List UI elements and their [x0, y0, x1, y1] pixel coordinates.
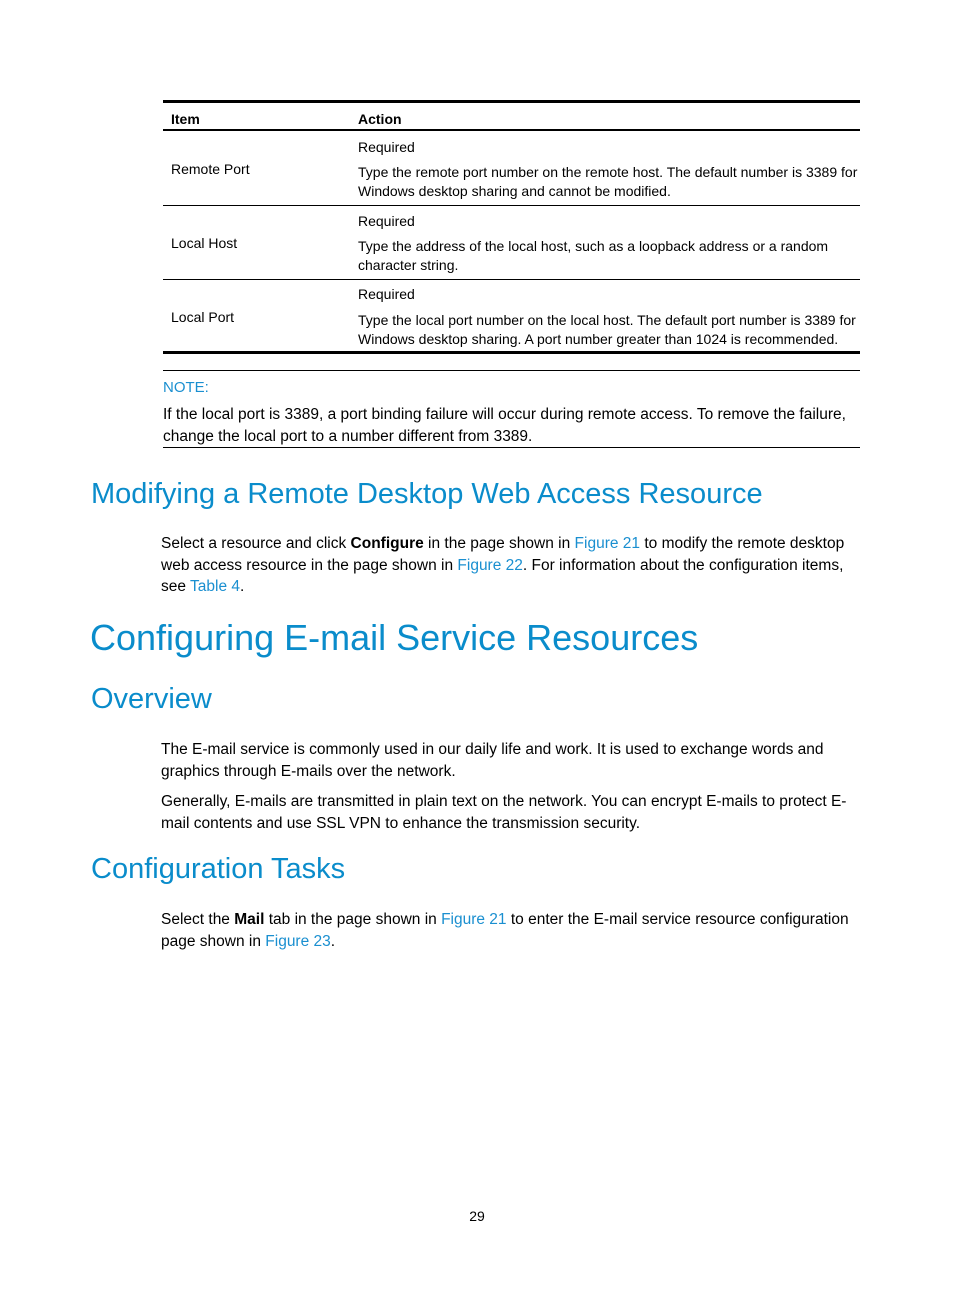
table-header-rule	[163, 129, 860, 131]
note-text: If the local port is 3389, a port binding failure will occur during remote access. To remove the failure, change the local port to a number different from 3389.	[163, 406, 846, 445]
tasks-paragraph: Select the Mail tab in the page shown in Figure 21 to enter the E-mail service resource configuration page shown in Figure 23.	[161, 911, 849, 950]
table-row-required: Required	[358, 286, 415, 302]
table-header-item: Item	[171, 111, 200, 127]
section-heading-tasks: Configuration Tasks	[91, 853, 346, 885]
overview-paragraph-2: Generally, E-mails are transmitted in plain text on the network. You can encrypt E-mails to protect E-mail contents and use SSL VPN to enhance the transmission security.	[161, 793, 847, 832]
figure-23-link[interactable]: Figure 23	[265, 932, 331, 950]
table-4-link[interactable]: Table 4	[190, 578, 241, 595]
note-bottom-rule	[163, 447, 860, 448]
table-row-required: Required	[358, 213, 415, 229]
chapter-heading: Configuring E-mail Service Resources	[90, 617, 699, 658]
figure-22-link[interactable]: Figure 22	[457, 556, 523, 574]
table-row-required: Required	[358, 139, 415, 155]
modify-paragraph: Select a resource and click Configure in the page shown in Figure 21 to modify the remote desktop web access resource in the page shown in Figure 22. For information about the configuration items, see Table 4.	[161, 535, 845, 595]
table-top-rule	[163, 100, 860, 103]
table-row-desc: Type the local port number on the local host. The default port number is 3389 for Windows desktop sharing. A port number greater than 1024 is recommended.	[358, 312, 856, 347]
table-row-item: Remote Port	[171, 161, 250, 177]
table-header-action: Action	[358, 111, 402, 127]
note-top-rule	[163, 370, 860, 371]
figure-21-link[interactable]: Figure 21	[574, 535, 641, 552]
config-items-table	[163, 100, 860, 356]
table-row-item: Local Port	[171, 309, 235, 325]
table-row-divider	[163, 205, 860, 206]
section-heading-overview: Overview	[91, 683, 212, 715]
note-label: NOTE:	[163, 379, 209, 396]
section-heading-modify: Modifying a Remote Desktop Web Access Resource	[91, 478, 763, 510]
page-number: 29	[469, 1208, 485, 1224]
table-row-desc: Type the remote port number on the remote host. The default number is 3389 for Windows desktop sharing and cannot be modified.	[358, 164, 858, 199]
figure-21-link[interactable]: Figure 21	[441, 911, 507, 928]
table-row-divider	[163, 279, 860, 280]
table-row-desc: Type the address of the local host, such as a loopback address or a random character string.	[358, 238, 829, 273]
table-row-item: Local Host	[171, 235, 238, 251]
overview-paragraph-1: The E-mail service is commonly used in our daily life and work. It is used to exchange words and graphics through E-mails over the network.	[161, 741, 824, 780]
table-bottom-rule	[163, 351, 860, 354]
